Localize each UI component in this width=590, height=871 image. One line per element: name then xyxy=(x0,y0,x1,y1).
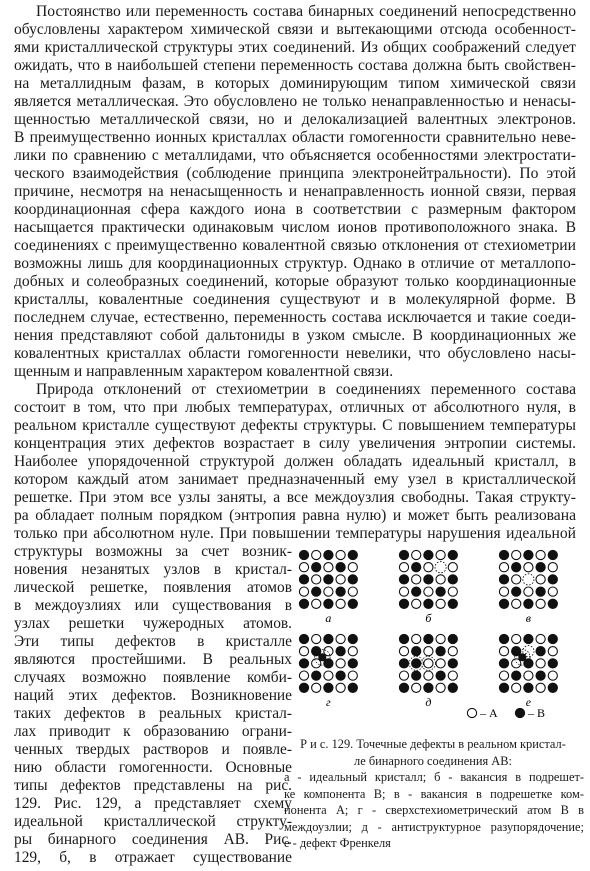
atom-b xyxy=(548,683,557,692)
caption-line: междоузлии; д - антиструктурное разупорядочение; xyxy=(284,819,584,834)
diagram-panel xyxy=(399,634,457,709)
text-line: возможны лишь для координационных структур. Однако в отличие от металлопо- xyxy=(14,255,576,272)
atom-a xyxy=(436,683,445,692)
atom-a xyxy=(324,587,333,596)
diagram-panel xyxy=(299,550,357,625)
atom-b xyxy=(499,575,508,584)
atom-a xyxy=(448,671,457,680)
atom-a xyxy=(424,647,433,656)
atom-a xyxy=(412,575,421,584)
text-line: соединениях с преимущественно ковалентной связью отклонения от стехиометрии xyxy=(14,237,576,254)
caption-line: Р и с. 129. Точечные дефекты в реальном кристал- xyxy=(300,737,566,751)
atom-b xyxy=(312,563,321,572)
atom-a xyxy=(312,575,321,584)
atom-a xyxy=(424,563,433,572)
atom-a xyxy=(336,683,345,692)
atom-a xyxy=(348,647,357,656)
text-line: только при абсолютном нуле. При повышении температуры нарушения идеальной xyxy=(14,525,576,542)
atom-b xyxy=(424,575,433,584)
atom-a xyxy=(348,563,357,572)
text-line: кристаллы, ковалентные соединения существуют и в молекулярной форме. В xyxy=(14,291,576,308)
atom-b xyxy=(412,671,421,680)
atom-b xyxy=(312,671,321,680)
text-line: насыщается практически одинаковым числом ионов противоположного знака. В xyxy=(14,219,576,236)
atom-b xyxy=(312,587,321,596)
atom-b xyxy=(399,550,408,559)
atom-a xyxy=(536,659,545,668)
atom-a xyxy=(548,587,557,596)
atom-b xyxy=(524,550,533,559)
atom-b xyxy=(424,550,433,559)
text-line: нения представляют собой дальтониды в узком смысле. В координационных же xyxy=(14,327,576,344)
panel-label: г xyxy=(326,695,331,709)
text-line: состоит в том, что при любых температурах, отличных от абсолютного нуля, в xyxy=(14,399,576,416)
text-line: на металлидным фазам, в которых доминирующим типом химической связи xyxy=(14,75,576,92)
panel-label: в xyxy=(525,611,532,625)
atom-a xyxy=(312,599,321,608)
atom-b xyxy=(324,599,333,608)
diagram-panel xyxy=(499,634,557,709)
atom-a xyxy=(336,659,345,668)
panel-label: б xyxy=(425,611,432,625)
text-line: Природа отклонений от стехиометрии в соединениях переменного состава xyxy=(36,381,576,398)
atom-a xyxy=(412,634,421,643)
interstitial-atom xyxy=(318,653,326,661)
text-line: решетке. При этом все узлы заняты, а все междоузлия свободны. Такая структу- xyxy=(14,489,576,506)
figure-129 xyxy=(280,541,586,871)
atom-b xyxy=(448,683,457,692)
atom-b xyxy=(299,634,308,643)
atom-b xyxy=(548,550,557,559)
caption-line: ле бинарного соединения AB: xyxy=(354,753,512,768)
atom-b xyxy=(399,683,408,692)
caption-line: е - дефект Френкеля xyxy=(284,836,391,850)
atom-b xyxy=(412,587,421,596)
text-line: 129. Рис. 129, а представляет схему xyxy=(14,795,292,812)
atom-b xyxy=(499,550,508,559)
atom-b xyxy=(336,563,345,572)
atom-a xyxy=(299,587,308,596)
atom-b xyxy=(536,587,545,596)
vacancy-site xyxy=(523,574,534,585)
atom-b xyxy=(312,647,321,656)
atom-b xyxy=(424,634,433,643)
text-line: концентрация этих дефектов возрастает в силу увеличения энтропии системы. xyxy=(14,435,576,452)
atom-b xyxy=(499,599,508,608)
atom-b xyxy=(524,634,533,643)
atom-a xyxy=(512,659,521,668)
atom-a xyxy=(399,587,408,596)
atom-a xyxy=(499,647,508,656)
atom-a xyxy=(299,647,308,656)
atom-b xyxy=(336,671,345,680)
text-line: лики по сравнению с металлидами, что объясняется особенностями электростати- xyxy=(14,147,576,164)
point-defects-diagram xyxy=(280,541,586,741)
atom-a xyxy=(499,671,508,680)
atom-b xyxy=(448,634,457,643)
atom-a xyxy=(312,634,321,643)
text-line: причине, несмотря на ненасыщенность и ненаправленность ионной связи, первая xyxy=(14,183,576,200)
atom-a xyxy=(448,587,457,596)
atom-b xyxy=(524,599,533,608)
atom-a xyxy=(312,683,321,692)
atom-b xyxy=(536,563,545,572)
caption-line: а - идеальный кристалл; б - вакансия в подрешет- xyxy=(284,770,584,784)
atom-b xyxy=(548,634,557,643)
atom-a xyxy=(312,659,321,668)
text-line: 129, б, в отражает существование xyxy=(14,849,292,866)
text-line: узлах решетки чужеродных атомов. xyxy=(14,615,292,632)
atom-a xyxy=(324,671,333,680)
atom-a xyxy=(536,550,545,559)
atom-a xyxy=(548,671,557,680)
atom-b xyxy=(512,587,521,596)
atom-a xyxy=(512,683,521,692)
panel-label: е xyxy=(525,695,532,709)
atom-a xyxy=(399,671,408,680)
text-line: добных и солеобразных соединений, которые образуют только координационные xyxy=(14,273,576,290)
atom-b xyxy=(399,659,408,668)
atom-a xyxy=(548,563,557,572)
panel-label: а xyxy=(325,611,332,625)
text-line: щенным и направленным характером ковалентной связи. xyxy=(14,363,394,380)
text-line: ченных твердых растворов и появле- xyxy=(14,741,292,758)
atom-a xyxy=(336,550,345,559)
atom-b xyxy=(336,647,345,656)
atom-a xyxy=(312,550,321,559)
atom-a xyxy=(424,587,433,596)
atom-b xyxy=(399,575,408,584)
text-line: щенностью металлической связи, но и делокализацией валентных электронов. xyxy=(14,111,576,128)
text-line: Наиболее упорядоченной структурой должен обладать идеальный кристалл, в xyxy=(14,453,576,470)
atom-a xyxy=(536,634,545,643)
atom-a xyxy=(299,671,308,680)
atom-a xyxy=(424,659,433,668)
text-line: реальном кристалле существуют дефекты структуры. С повышением температуры xyxy=(14,417,576,434)
atom-a xyxy=(436,634,445,643)
text-line: новения незанятых узлов в кристал- xyxy=(14,561,292,578)
atom-a xyxy=(324,563,333,572)
text-line: обусловлены характером химической связи и вытекающими отсюда особенност- xyxy=(14,21,576,38)
atom-a xyxy=(436,550,445,559)
text-line: координационная сфера каждого иона в соответствии с размерным фактором xyxy=(14,201,576,218)
text-line: типы дефектов представлены на рис. xyxy=(14,777,292,794)
atom-a xyxy=(348,671,357,680)
atom-a xyxy=(336,634,345,643)
text-line: Постоянство или переменность состава бинарных соединений непосредственно xyxy=(36,3,576,20)
text-line: является металлическая. Это обусловлено не только ненаправленностью и ненасы- xyxy=(14,93,576,110)
text-line: ры бинарного соединения AB. Рис. xyxy=(14,831,292,848)
atom-b xyxy=(436,671,445,680)
legend-b-label: – В xyxy=(528,706,546,720)
atom-b xyxy=(348,550,357,559)
atom-a xyxy=(536,575,545,584)
atom-b xyxy=(524,683,533,692)
text-line: являются простейшими. В реальных xyxy=(14,651,292,668)
atom-b xyxy=(412,659,421,668)
atom-b xyxy=(524,659,533,668)
atom-a xyxy=(499,563,508,572)
text-line: В преимущественно ионных кристаллах области гомогенности сравнительно неве- xyxy=(14,129,576,146)
atom-b xyxy=(336,587,345,596)
atom-b xyxy=(424,683,433,692)
atom-b xyxy=(536,671,545,680)
atom-b xyxy=(348,683,357,692)
text-line: нию области гомогенности. Основные xyxy=(14,759,292,776)
atom-a xyxy=(512,599,521,608)
diagram-panel xyxy=(399,550,457,625)
arrow-icon xyxy=(524,653,526,655)
atom-a xyxy=(536,683,545,692)
atom-b xyxy=(412,563,421,572)
atom-a xyxy=(412,550,421,559)
panel-label: д xyxy=(425,695,432,709)
atom-a xyxy=(512,634,521,643)
atom-b xyxy=(299,575,308,584)
atom-b xyxy=(324,575,333,584)
atom-a xyxy=(412,599,421,608)
text-line: таких дефектов в реальных кристал- xyxy=(14,705,292,722)
text-line: случаях возможно появление комби- xyxy=(14,669,292,686)
atom-b xyxy=(499,634,508,643)
text-line: ожидать, что в наибольшей степени переменность состава должна быть свойствен- xyxy=(14,57,576,74)
vacancy-site xyxy=(435,562,446,573)
atom-b xyxy=(424,599,433,608)
atom-a xyxy=(336,599,345,608)
atom-a xyxy=(512,575,521,584)
text-line: идеальной кристаллической структу- xyxy=(14,813,292,830)
atom-b xyxy=(512,647,521,656)
text-line: Эти типы дефектов в кристалле xyxy=(14,633,292,650)
atom-b xyxy=(448,550,457,559)
atom-a xyxy=(548,647,557,656)
atom-b xyxy=(548,575,557,584)
atom-a xyxy=(424,671,433,680)
text-line: ями кристаллической структуры этих соединений. Из общих соображений следует xyxy=(14,39,576,56)
atom-a xyxy=(536,599,545,608)
atom-a xyxy=(399,647,408,656)
diagram-panel xyxy=(299,634,357,709)
atom-b xyxy=(499,683,508,692)
atom-a xyxy=(436,659,445,668)
atom-a xyxy=(524,587,533,596)
legend-a-symbol xyxy=(467,708,476,717)
atom-b xyxy=(299,599,308,608)
atom-b xyxy=(299,683,308,692)
atom-b xyxy=(399,599,408,608)
atom-a xyxy=(412,683,421,692)
legend-a-label: – А xyxy=(480,706,498,720)
atom-a xyxy=(448,563,457,572)
atom-a xyxy=(324,647,333,656)
atom-a xyxy=(436,575,445,584)
atom-a xyxy=(499,587,508,596)
atom-a xyxy=(299,563,308,572)
atom-b xyxy=(348,659,357,668)
atom-b xyxy=(324,683,333,692)
atom-b xyxy=(399,634,408,643)
atom-b xyxy=(448,575,457,584)
atom-b xyxy=(448,599,457,608)
atom-a xyxy=(524,563,533,572)
atom-a xyxy=(512,550,521,559)
atom-b xyxy=(548,599,557,608)
atom-b xyxy=(512,671,521,680)
atom-b xyxy=(499,659,508,668)
atom-b xyxy=(324,659,333,668)
atom-b xyxy=(299,659,308,668)
atom-b xyxy=(324,634,333,643)
atom-b xyxy=(348,599,357,608)
atom-b xyxy=(348,575,357,584)
diagram-panel xyxy=(499,550,557,625)
atom-b xyxy=(412,647,421,656)
text-line: структуры возможны за счет возник- xyxy=(14,543,292,560)
atom-a xyxy=(436,599,445,608)
legend-b-symbol xyxy=(515,708,524,717)
text-line: ковалентных кристаллах области гомогенности невелики, что обусловлено насы- xyxy=(14,345,576,362)
text-line: наций этих дефектов. Возникновение xyxy=(14,687,292,704)
text-line: котором каждый атом занимает предназначенный ему узел в кристаллической xyxy=(14,471,576,488)
atom-a xyxy=(524,671,533,680)
atom-a xyxy=(336,575,345,584)
caption-line: понента A; г - сверхстехиометрический атом B в xyxy=(284,803,584,817)
atom-a xyxy=(348,587,357,596)
atom-b xyxy=(348,634,357,643)
atom-b xyxy=(436,647,445,656)
atom-a xyxy=(399,563,408,572)
atom-b xyxy=(448,659,457,668)
text-line: последнем случае, естественно, переменность состава исключается и такие соеди- xyxy=(14,309,576,326)
text-line: ческого взаимодействия (соблюдение принципа электронейтральности). По этой xyxy=(14,165,576,182)
atom-b xyxy=(512,563,521,572)
caption-line: ке компонента B; в - вакансия в подрешетке ком- xyxy=(284,786,584,801)
text-line: в междоузлиях или существования в xyxy=(14,597,292,614)
text-line: лической решетке, появления атомов xyxy=(14,579,292,596)
text-line: ра обладает полным порядком (энтропия равна нулю) и может быть реализована xyxy=(14,507,576,524)
atom-b xyxy=(436,587,445,596)
atom-b xyxy=(548,659,557,668)
atom-b xyxy=(536,647,545,656)
atom-b xyxy=(299,550,308,559)
text-line: лах приводит к образованию ограни- xyxy=(14,723,292,740)
atom-b xyxy=(324,550,333,559)
atom-a xyxy=(448,647,457,656)
